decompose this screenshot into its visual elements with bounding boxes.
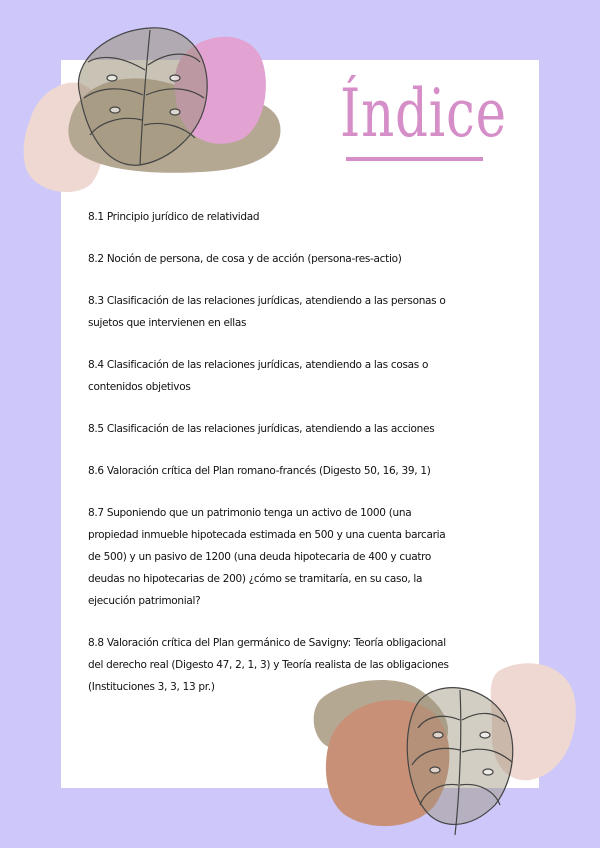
toc-entry-8-5: 8.5 Clasificación de las relaciones jurídicas, atendiendo a las acciones xyxy=(88,423,435,435)
toc-entry-8-4: 8.4 Clasificación de las relaciones jurídicas, atendiendo a las cosas o contenidos objetivos xyxy=(88,359,429,393)
title-underline xyxy=(346,157,483,161)
toc-entry-8-7: 8.7 Suponiendo que un patrimonio tenga un activo de 1000 (una propiedad inmueble hipotecada estimada en 500 y una cuenta barcaria de 500) y un pasivo de 1200 (una deuda hipotecaria de 400 y cuatro deudas no hipotecarias de 200) ¿cómo se tramitaría, en su caso, la ejecución patrimonial? xyxy=(88,507,446,607)
table-of-contents xyxy=(88,206,458,718)
toc-entry-8-3: 8.3 Clasificación de las relaciones jurídicas, atendiendo a las personas o sujetos que intervienen en ellas xyxy=(88,295,446,329)
toc-entry-8-2: 8.2 Noción de persona, de cosa y de acción (persona-res-actio) xyxy=(88,253,402,265)
toc-entry-8-6: 8.6 Valoración crítica del Plan romano-francés (Digesto 50, 16, 39, 1) xyxy=(88,465,431,477)
page-title: Índice xyxy=(340,75,507,152)
toc-entry-8-8: 8.8 Valoración crítica del Plan germánico de Savigny: Teoría obligacional del derecho real (Digesto 47, 2, 1, 3) y Teoría realista de las obligaciones (Instituciones 3, 3, 13 pr.) xyxy=(88,637,449,693)
toc-entry-8-1: 8.1 Principio jurídico de relatividad xyxy=(88,211,260,223)
